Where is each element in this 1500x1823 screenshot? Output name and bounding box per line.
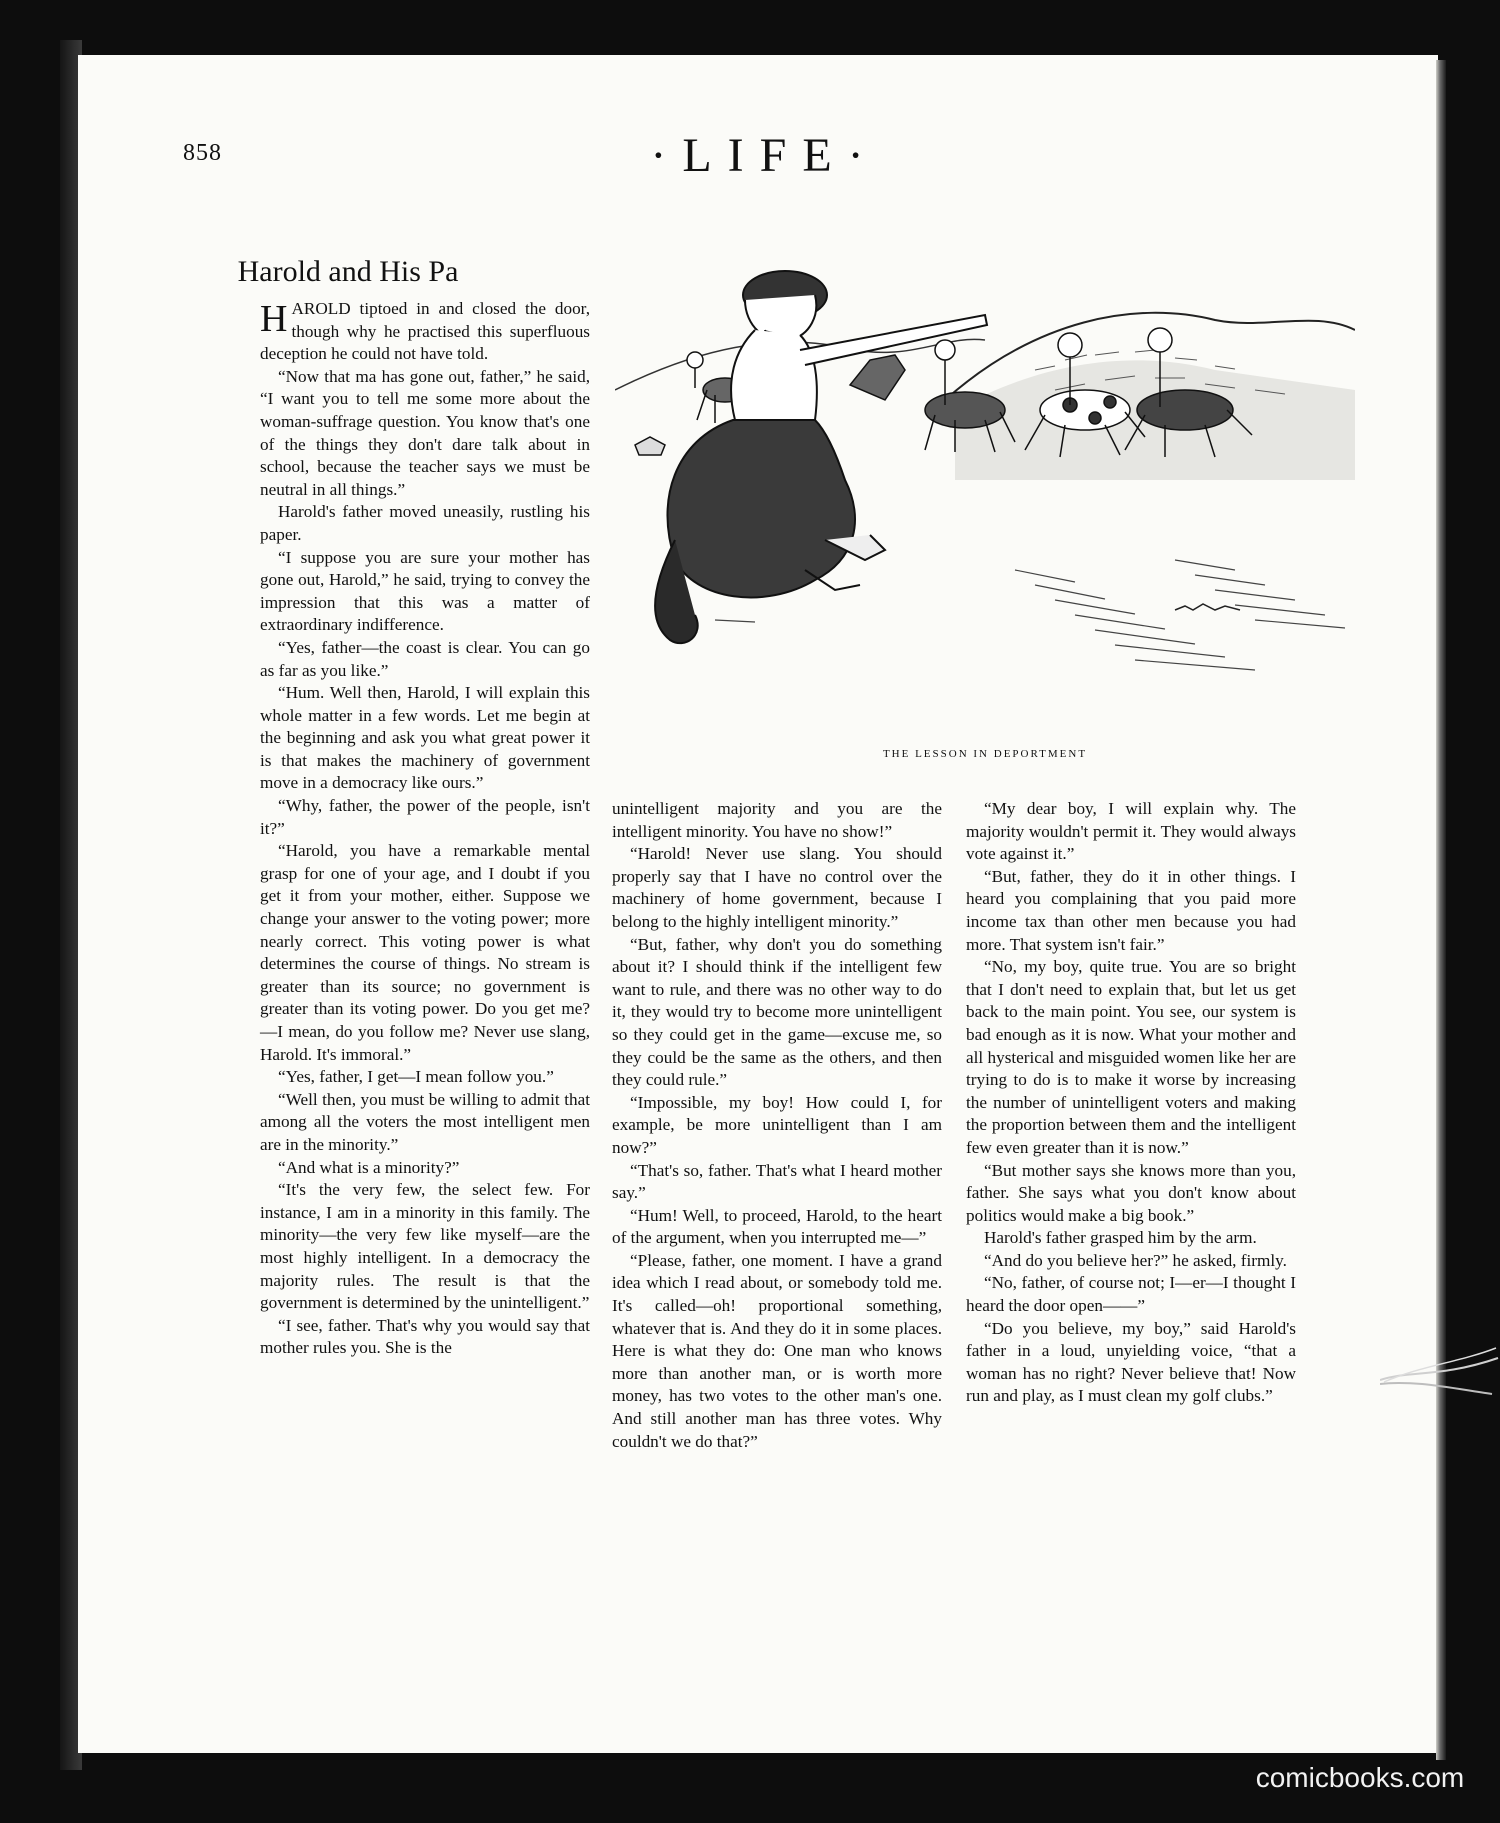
article-paragraph: “Impossible, my boy! How could I, for example, be more unintelligent than I am now?” [612,1092,942,1157]
article-title: Harold and His Pa [237,255,459,288]
drop-cap: H [260,298,288,340]
binding-thread [1380,1340,1500,1410]
article-paragraph: Harold's father grasped him by the arm. [984,1228,1257,1248]
article-paragraph: “No, father, of course not; I—er—I thought I heard the door open——” [966,1273,1296,1316]
article-paragraph: “I suppose you are sure your mother has gone out, Harold,” he said, trying to convey the impression that this was a matter of extraordinary indifference. [260,547,590,635]
illustration-caption: THE LESSON IN DEPORTMENT [882,748,1088,760]
article-paragraph: “That's so, father. That's what I heard mother say.” [612,1160,942,1203]
centaur-illustration [615,240,1355,730]
article-column-1 [260,298,590,1360]
article-column-3 [966,798,1296,1408]
article-paragraph: “Yes, father, I get—I mean follow you.” [278,1067,554,1087]
article-paragraph: “It's the very few, the select few. For instance, I am in a minority in this family. The minority—the very few like myself—are the most highly intelligent. In a democracy the majority rules. The result is that the government is determined by the unintelligent.” [260,1180,590,1313]
article-paragraph: “Please, father, one moment. I have a grand idea which I read about, or somebody told me. It's called—oh! proportional something, whatever that is. And they do it in some places. Here is what they do: One man who knows more than another man, or is worth more money, has two votes to the other man's one. And still another man has three votes. Why couldn't we do that?” [612,1250,942,1451]
article-paragraph: “Harold, you have a remarkable mental grasp for one of your age, and I doubt if you get it from your mother, either. Suppose we change your answer to the voting power; more nearly correct. This voting power is what determines the course of things. No stream is greater than its source; no government is greater than its voting power. Do you get me?—I mean, do you follow me? Never use slang, Harold. It's immoral.” [260,841,590,1064]
article-paragraph: “Harold! Never use slang. You should properly say that I have no control over the machinery of home government, because I belong to the highly intelligent minority.” [612,844,942,931]
article-paragraph: “Do you believe, my boy,” said Harold's father in a loud, unyielding voice, “that a woman has no right? Never believe that! Now run and play, as I must clean my golf clubs.” [966,1318,1296,1406]
article-paragraph: “Well then, you must be willing to admit that among all the voters the most intelligent men are in the minority.” [260,1089,590,1154]
article-paragraph: “But mother says she knows more than you, father. She says what you don't know about politics would make a big book.” [966,1160,1296,1225]
article-paragraph: HAROLD tiptoed in and closed the door, though why he practised this superfluous deception he could not have told. [260,298,590,364]
article-paragraph: Harold's father moved uneasily, rustling his paper. [260,502,590,544]
article-paragraph: “No, my boy, quite true. You are so bright that I don't need to explain that, but let us get back to the main point. You see, our system is bad enough as it is now. What your mother and all hysterical and misguided women like her are trying to do is to make it worse by increasing the number of unintelligent voters and making the proportion between them and the intelligent few even greater than it is now.” [966,957,1296,1157]
article-paragraph: “And do you believe her?” he asked, firmly. [984,1250,1287,1270]
article-paragraph: “My dear boy, I will explain why. The majority wouldn't permit it. They would always vote against it.” [966,799,1296,864]
article-paragraph: “I see, father. That's why you would say that mother rules you. She is the [260,1315,590,1358]
magazine-masthead: ·LIFE· [650,129,880,182]
page-number: 858 [183,140,222,166]
article-paragraph: “Hum! Well, to proceed, Harold, to the heart of the argument, when you interrupted me—” [612,1205,942,1248]
article-paragraph: unintelligent majority and you are the intelligent minority. You have no show!” [612,799,942,841]
article-paragraph: “But, father, why don't you do something about it? I should think if the intelligent few want to rule, and there was no other way to do it, they would try to become more unintelligent so they could get in the game—excuse me, so they could be the same as the others, and then they could rule.” [612,934,942,1090]
article-paragraph: “And what is a minority?” [278,1157,460,1177]
article-paragraph: “Now that ma has gone out, father,” he said, “I want you to tell me some more about the woman-suffrage question. You know that's one of the things they don't dare talk about in school, because the teacher says we must be neutral in all things.” [260,366,590,499]
article-paragraph: “Hum. Well then, Harold, I will explain this whole matter in a few words. Let me begin at the beginning and ask you what great power it is that makes the machinery of government move in a democracy like ours.” [260,683,590,793]
article-paragraph: “Why, father, the power of the people, isn't it?” [260,796,590,838]
article-paragraph: “Yes, father—the coast is clear. You can go as far as you like.” [260,637,590,680]
site-watermark: comicbooks.com [1255,1762,1465,1793]
article-paragraph: “But, father, they do it in other things. I heard you complaining that you paid more income tax than other men because you had more. That system isn't fair.” [966,866,1296,954]
binding-gutter [1436,60,1446,1760]
article-column-2 [612,798,942,1453]
